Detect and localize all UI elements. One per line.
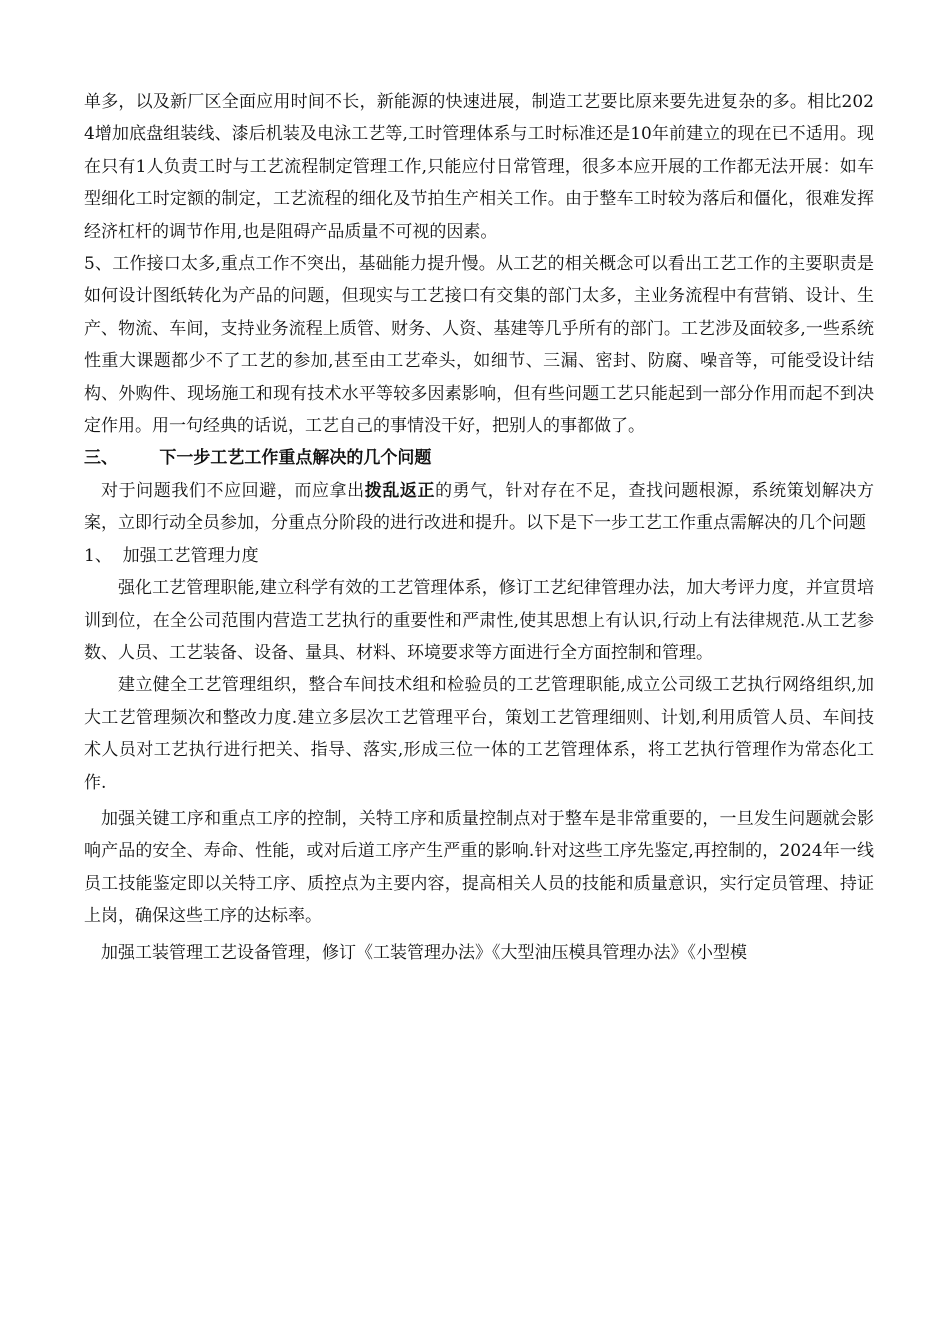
item-1-heading: 1、 加强工艺管理力度: [84, 545, 259, 566]
paragraph-tooling: 加强工装管理工艺设备管理，修订《工装管理办法》《大型油压模具管理办法》《小型模: [101, 942, 747, 963]
paragraph-item-5: 5、工作接口太多,重点工作不突出，基础能力提升慢。从工艺的相关概念可以看出工艺工作的主要职责是如何设计图纸转化为产品的问题，但现实与工艺接口有交集的部门太多，主业务流程中有营销、设计、生产、物流、车间，支持业务流程上质管、财务、人资、基建等几乎所有的部门。工艺涉及面较多,一些系统性重大课题都少不了工艺的参加,甚至由工艺牵头，如细节、三漏、密封、防腐、噪音等，可能受设计结构、外购件、现场施工和现有技术水平等较多因素影响，但有些问题工艺只能起到一部分作用而起不到决定作用。用一句经典的话说，工艺自己的事情没干好，把别人的事都做了。: [84, 254, 874, 437]
intro-text-bold: 拨乱返正: [364, 480, 436, 501]
paragraph-management-2: 建立健全工艺管理组织，整合车间技术组和检验员的工艺管理职能,成立公司级工艺执行网络组织,加大工艺管理频次和整改力度.建立多层次工艺管理平台，策划工艺管理细则、计划,利用质管人员、车间技术人员对工艺执行进行把关、指导、落实,形成三位一体的工艺管理体系，将工艺执行管理作为常态化工作.: [84, 675, 874, 793]
document-page: [84, 86, 874, 969]
section-3-heading: 三、 下一步工艺工作重点解决的几个问题: [84, 448, 432, 469]
paragraph-key-process: 加强关键工序和重点工序的控制，关特工序和质量控制点对于整车是非常重要的，一旦发生问题就会影响产品的安全、寿命、性能，或对后道工序产生严重的影响.针对这些工序先鉴定,再控制的，2024年一线员工技能鉴定即以关特工序、质控点为主要内容，提高相关人员的技能和质量意识，实行定员管理、持证上岗，确保这些工序的达标率。: [84, 808, 874, 927]
intro-text-before: 对于问题我们不应回避，而应拿出: [101, 480, 365, 501]
intro-text-after: 的勇气，针对存在不足，查找问题根源，系统策划解决方案，立即行动全员参加，分重点分阶段的进行改进和提升。以下是下一步工艺工作重点需解决的几个问题: [84, 480, 875, 534]
paragraph-continuation: 单多，以及新厂区全面应用时间不长，新能源的快速进展，制造工艺要比原来要先进复杂的多。相比2024增加底盘组装线、漆后机装及电泳工艺等,工时管理体系与工时标准还是10年前建立的现在已不适用。现在只有1人负责工时与工艺流程制定管理工作,只能应付日常管理，很多本应开展的工作都无法开展：如车型细化工时定额的制定，工艺流程的细化及节拍生产相关工作。由于整车工时较为落后和僵化，很难发挥经济杠杆的调节作用,也是阻碍产品质量不可视的因素。: [84, 92, 874, 242]
paragraph-intro: [84, 475, 874, 540]
paragraph-management-1: 强化工艺管理职能,建立科学有效的工艺管理体系，修订工艺纪律管理办法，加大考评力度，并宣贯培训到位，在全公司范围内营造工艺执行的重要性和严肃性,使其思想上有认识,行动上有法律规范.从工艺参数、人员、工艺装备、设备、量具、材料、环境要求等方面进行全方面控制和管理。: [84, 578, 874, 663]
